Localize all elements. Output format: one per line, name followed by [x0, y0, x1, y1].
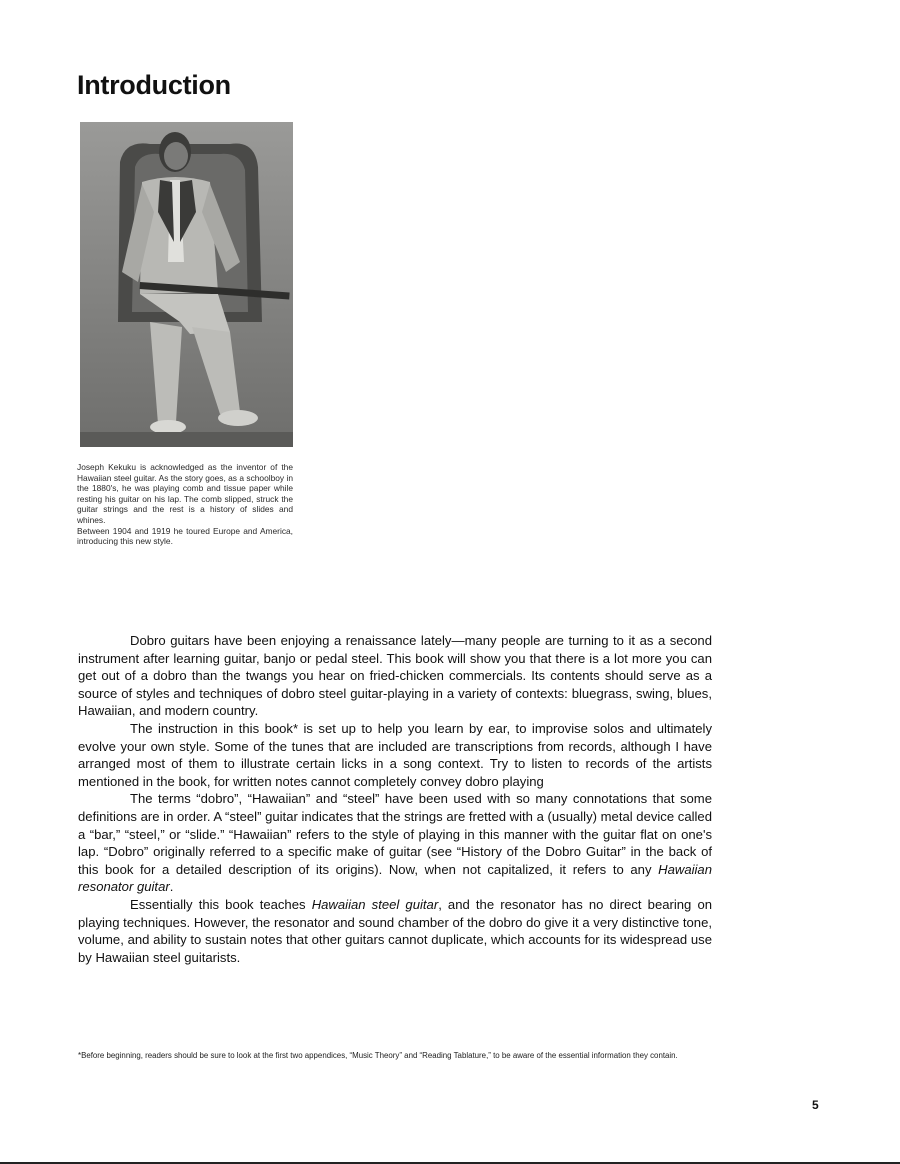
caption-paragraph: Between 1904 and 1919 he toured Europe and America, introducing this new style.	[77, 525, 293, 547]
body-text-span: Essentially this book teaches	[130, 896, 306, 912]
body-text-span: The terms “dobro”, “Hawaiian” and “steel” have been used with so many connotations that some definitions are in order. A “steel” guitar indicates that the strings are fretted with a (usually) metal device called a “bar,” “steel,” or “slide.” “Hawaiian” refers to the style of playing in this manner with the guitar flat on one's lap. “Dobro” originally referred to a specific make of guitar (see “History of the Dobro Guitar” in the back of this book for a detailed description of its origins). Now, when not capitalized, it refers to any	[78, 791, 712, 877]
emphasis-text: Hawaiian resonator guitar	[78, 861, 712, 895]
body-paragraph	[78, 790, 712, 896]
body-text	[78, 632, 712, 966]
photo-caption	[77, 462, 293, 547]
page-title: Introduction	[77, 70, 231, 100]
footnote: *Before beginning, readers should be sure to look at the first two appendices, “Music Theory” and “Reading Tablature,” to be aware of the essential information they contain.	[78, 1051, 678, 1060]
body-paragraph: The instruction in this book* is set up to help you learn by ear, to improvise solos and ultimately evolve your own style. Some of the tunes that are included are transcriptions from records, although I have arranged most of them to illustrate certain licks in a song context. Try to listen to records of the artists mentioned in the book, for written notes cannot completely convey dobro playing	[78, 720, 712, 789]
page-number: 5	[812, 1098, 819, 1112]
caption-paragraph: Joseph Kekuku is acknowledged as the inventor of the Hawaiian steel guitar. As the story goes, as a schoolboy in the 1880's, he was playing comb and tissue paper while resting his guitar on his lap. The comb slipped, struck the guitar strings and the rest is a history of slides and whines.	[77, 462, 293, 525]
portrait-photo	[80, 122, 293, 447]
body-text-span: , and the resonator has no direct bearing on playing techniques. However, the resonator and sound chamber of the dobro do give it a very distinctive tone, volume, and ability to sustain notes that other guitars cannot duplicate, which accounts for its widespread use by Hawaiian steel guitarists.	[78, 896, 713, 965]
body-paragraph: Dobro guitars have been enjoying a renaissance lately—many people are turning to it as a second instrument after learning guitar, banjo or pedal steel. This book will show you that there is a lot more you can get out of a dobro than the twangs you hear on fried-chicken commercials. Its contents should serve as a source of styles and techniques of dobro steel guitar-playing in a variety of contexts: bluegrass, swing, blues, Hawaiian, and modern country.	[78, 633, 712, 719]
body-text-span: .	[169, 879, 174, 895]
body-paragraph	[78, 896, 712, 966]
emphasis-text: Hawaiian steel guitar	[311, 896, 439, 912]
portrait-photo-image	[80, 122, 293, 447]
